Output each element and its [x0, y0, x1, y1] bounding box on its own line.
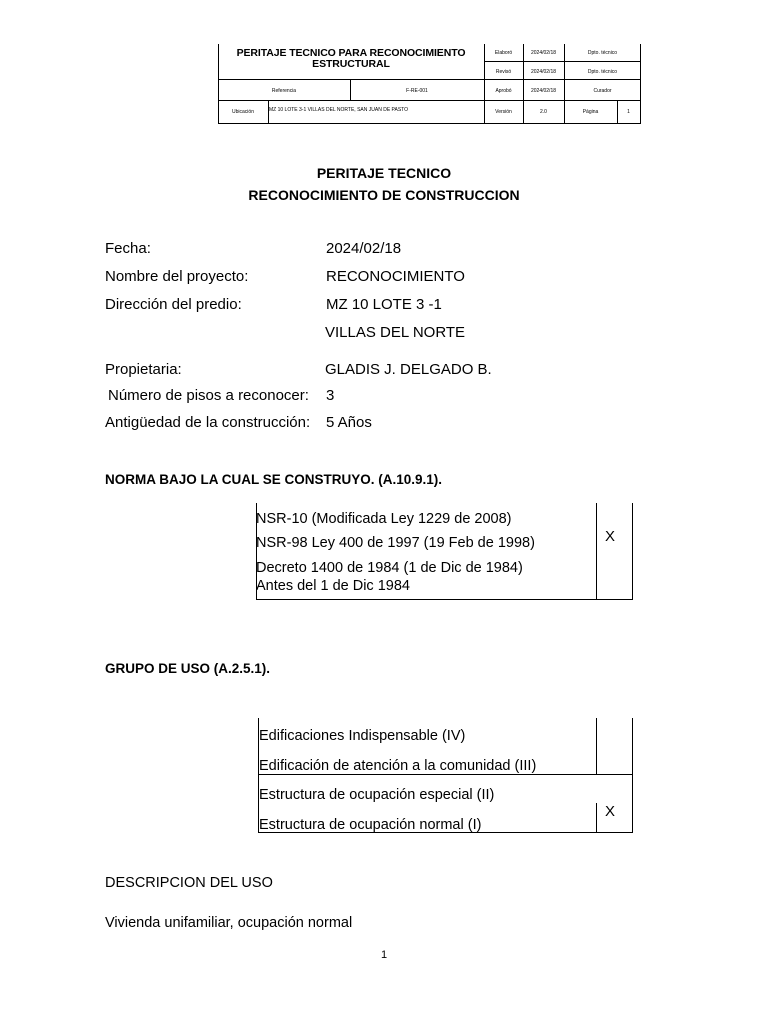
document-header-table: [218, 44, 641, 124]
antiguedad-label: Antigüedad de la construcción:: [105, 414, 311, 431]
elaboro-date: 2024/02/18: [530, 50, 557, 56]
fecha-value: 2024/02/18: [326, 240, 402, 257]
norma-selected-mark: X: [605, 528, 616, 545]
norma-option-decreto1400: Decreto 1400 de 1984 (1 de Dic de 1984): [256, 560, 523, 576]
grupo-option-iv: Edificaciones Indispensable (IV): [259, 728, 466, 744]
antiguedad-value: 5 Años: [326, 414, 372, 431]
reviso-who: Dpto. técnico: [587, 69, 618, 75]
pagina-value: 1: [627, 109, 630, 115]
proyecto-label: Nombre del proyecto:: [105, 268, 249, 285]
descripcion-heading: DESCRIPCION DEL USO: [105, 875, 273, 891]
aprobo-label: Aprobó: [495, 88, 512, 94]
proyecto-value: RECONOCIMIENTO: [326, 268, 465, 285]
norma-heading: NORMA BAJO LA CUAL SE CONSTRUYO. (A.10.9.1).: [105, 472, 443, 487]
elaboro-label: Elaboró: [494, 50, 513, 56]
version-value: 2.0: [540, 109, 547, 115]
referencia-value: F-RE-001: [406, 88, 428, 94]
direccion-label: Dirección del predio:: [105, 296, 242, 313]
pisos-value: 3: [326, 387, 335, 404]
pagina-label: Página: [582, 109, 599, 115]
header-title: [218, 48, 484, 70]
norma-option-nsr10: NSR-10 (Modificada Ley 1229 de 2008): [256, 511, 512, 527]
ubicacion-value: MZ 10 LOTE 3-1 VILLAS DEL NORTE, SAN JUAN DE PASTO: [269, 107, 409, 113]
elaboro-who: Dpto. técnico: [587, 50, 618, 56]
page-number: 1: [380, 949, 388, 961]
reviso-label: Revisó: [495, 69, 512, 75]
grupo-heading: GRUPO DE USO (A.2.5.1).: [105, 661, 271, 676]
norma-option-nsr98: NSR-98 Ley 400 de 1997 (19 Feb de 1998): [256, 535, 535, 551]
header-title-line2: ESTRUCTURAL: [312, 58, 390, 70]
direccion-value-line2: VILLAS DEL NORTE: [325, 324, 466, 341]
pisos-label: Número de pisos a reconocer:: [108, 387, 309, 404]
aprobo-who: Curador: [593, 88, 612, 94]
version-label: Versión: [495, 109, 512, 115]
referencia-label: Referencia: [271, 88, 297, 94]
grupo-option-iii: Edificación de atención a la comunidad (III): [259, 758, 537, 774]
reviso-date: 2024/02/18: [530, 69, 557, 75]
fecha-label: Fecha:: [105, 240, 151, 257]
header-title-line1: PERITAJE TECNICO PARA RECONOCIMIENTO: [236, 47, 466, 59]
grupo-selected-mark: X: [605, 803, 616, 820]
grupo-option-ii: Estructura de ocupación especial (II): [259, 787, 495, 803]
document-title-line1: PERITAJE TECNICO: [316, 165, 452, 181]
grupo-option-i: Estructura de ocupación normal (I): [259, 817, 482, 833]
aprobo-date: 2024/02/18: [530, 88, 557, 94]
direccion-value-line1: MZ 10 LOTE 3 -1: [326, 296, 442, 313]
propietaria-label: Propietaria:: [105, 361, 182, 378]
propietaria-value: GLADIS J. DELGADO B.: [325, 361, 492, 378]
descripcion-text: Vivienda unifamiliar, ocupación normal: [105, 915, 353, 931]
ubicacion-label: Ubicación: [232, 109, 254, 115]
norma-option-antes-1984: Antes del 1 de Dic 1984: [256, 578, 410, 594]
document-title-line2: RECONOCIMIENTO DE CONSTRUCCION: [248, 187, 520, 203]
